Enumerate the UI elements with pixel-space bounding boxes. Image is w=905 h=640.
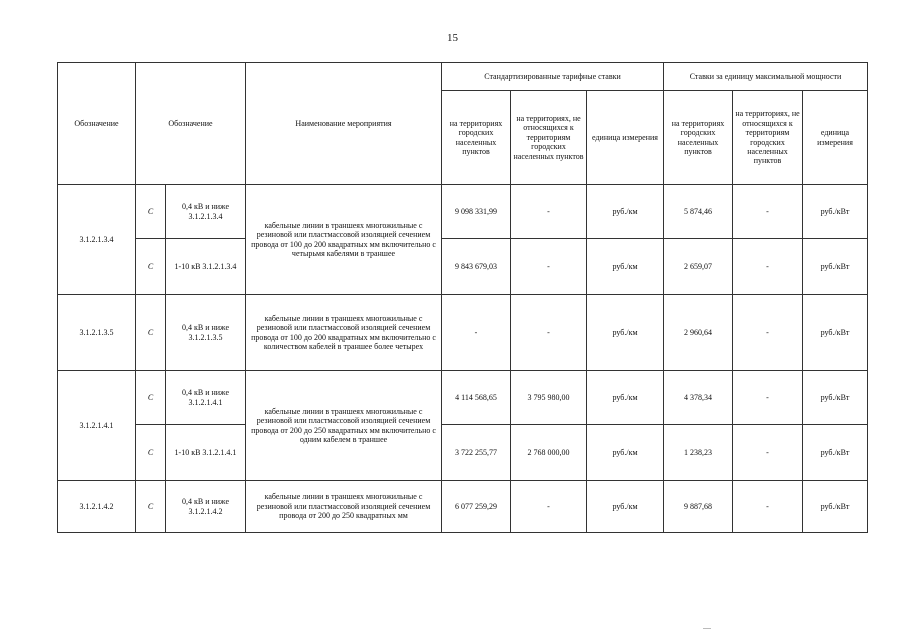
table-row bbox=[58, 185, 868, 239]
row-letter: С bbox=[136, 425, 166, 481]
row-event-name: кабельные линии в траншеях многожильные с резиновой или пластмассовой изоляцией сечением провода от 100 до 200 квадратных мм включительно с количеством кабелей в траншее более четырех bbox=[246, 295, 442, 371]
cell-std-unit: руб./км bbox=[587, 239, 664, 295]
cell-std-non-urban: - bbox=[511, 481, 587, 533]
cell-std-urban: 6 077 259,29 bbox=[442, 481, 511, 533]
cell-pow-urban: 9 887,68 bbox=[664, 481, 733, 533]
table-row bbox=[58, 371, 868, 425]
cell-std-unit: руб./км bbox=[587, 295, 664, 371]
cell-std-urban: 9 843 679,03 bbox=[442, 239, 511, 295]
header-std-non-urban: на территориях, не относящихся к территориям городских населенных пунктов bbox=[511, 91, 587, 185]
cell-std-non-urban: 3 795 980,00 bbox=[511, 371, 587, 425]
header-designation-2: Обозначение bbox=[136, 63, 246, 185]
cell-std-non-urban: - bbox=[511, 239, 587, 295]
cell-pow-urban: 1 238,23 bbox=[664, 425, 733, 481]
cell-std-unit: руб./км bbox=[587, 371, 664, 425]
table-row bbox=[58, 295, 868, 371]
row-code: 3.1.2.1.4.1 bbox=[58, 371, 136, 481]
header-pow-unit: единица измерения bbox=[803, 91, 868, 185]
row-voltage: 0,4 кВ и ниже 3.1.2.1.3.4 bbox=[166, 185, 246, 239]
cell-pow-unit: руб./кВт bbox=[803, 481, 868, 533]
cell-pow-non-urban: - bbox=[733, 371, 803, 425]
row-letter: С bbox=[136, 481, 166, 533]
row-voltage: 1-10 кВ 3.1.2.1.3.4 bbox=[166, 239, 246, 295]
row-event-name: кабельные линии в траншеях многожильные с резиновой или пластмассовой изоляцией сечением провода от 100 до 200 квадратных мм включительно с четырьмя кабелями в траншее bbox=[246, 185, 442, 295]
cell-pow-urban: 2 659,07 bbox=[664, 239, 733, 295]
tariff-table bbox=[57, 62, 868, 533]
cell-std-unit: руб./км bbox=[587, 481, 664, 533]
row-code: 3.1.2.1.3.4 bbox=[58, 185, 136, 295]
scan-mark bbox=[703, 628, 711, 629]
cell-std-unit: руб./км bbox=[587, 185, 664, 239]
cell-pow-unit: руб./кВт bbox=[803, 425, 868, 481]
cell-pow-urban: 4 378,34 bbox=[664, 371, 733, 425]
header-pow-urban: на территориях городских населенных пунктов bbox=[664, 91, 733, 185]
cell-std-urban: 3 722 255,77 bbox=[442, 425, 511, 481]
cell-pow-non-urban: - bbox=[733, 185, 803, 239]
cell-std-urban: 9 098 331,99 bbox=[442, 185, 511, 239]
table-row bbox=[58, 425, 868, 481]
cell-pow-non-urban: - bbox=[733, 425, 803, 481]
header-pow-non-urban: на территориях, не относящихся к территориям городских населенных пунктов bbox=[733, 91, 803, 185]
cell-pow-non-urban: - bbox=[733, 239, 803, 295]
row-letter: С bbox=[136, 371, 166, 425]
row-voltage: 0,4 кВ и ниже 3.1.2.1.4.1 bbox=[166, 371, 246, 425]
row-voltage: 0,4 кВ и ниже 3.1.2.1.4.2 bbox=[166, 481, 246, 533]
cell-std-urban: - bbox=[442, 295, 511, 371]
row-code: 3.1.2.1.4.2 bbox=[58, 481, 136, 533]
cell-std-unit: руб./км bbox=[587, 425, 664, 481]
header-std-unit: единица измерения bbox=[587, 91, 664, 185]
cell-std-non-urban: - bbox=[511, 295, 587, 371]
cell-std-urban: 4 114 568,65 bbox=[442, 371, 511, 425]
header-standard-rates: Стандартизированные тарифные ставки bbox=[442, 63, 664, 91]
row-event-name: кабельные линии в траншеях многожильные с резиновой или пластмассовой изоляцией сечением провода от 200 до 250 квадратных мм включительно с одним кабелем в траншее bbox=[246, 371, 442, 481]
cell-std-non-urban: - bbox=[511, 185, 587, 239]
cell-pow-unit: руб./кВт bbox=[803, 295, 868, 371]
row-event-name: кабельные линии в траншеях многожильные с резиновой или пластмассовой изоляцией сечением провода от 200 до 250 квадратных мм bbox=[246, 481, 442, 533]
page-number: 15 bbox=[447, 32, 458, 44]
cell-pow-unit: руб./кВт bbox=[803, 185, 868, 239]
cell-pow-unit: руб./кВт bbox=[803, 371, 868, 425]
table-row bbox=[58, 481, 868, 533]
header-std-urban: на территориях городских населенных пунктов bbox=[442, 91, 511, 185]
cell-pow-unit: руб./кВт bbox=[803, 239, 868, 295]
cell-pow-urban: 5 874,46 bbox=[664, 185, 733, 239]
header-designation-1: Обозначение bbox=[58, 63, 136, 185]
row-letter: С bbox=[136, 185, 166, 239]
row-voltage: 0,4 кВ и ниже 3.1.2.1.3.5 bbox=[166, 295, 246, 371]
cell-pow-non-urban: - bbox=[733, 295, 803, 371]
header-event-name: Наименование мероприятия bbox=[246, 63, 442, 185]
cell-pow-non-urban: - bbox=[733, 481, 803, 533]
row-letter: С bbox=[136, 295, 166, 371]
row-code: 3.1.2.1.3.5 bbox=[58, 295, 136, 371]
table-row bbox=[58, 239, 868, 295]
header-row-1 bbox=[58, 63, 868, 91]
row-letter: С bbox=[136, 239, 166, 295]
cell-pow-urban: 2 960,64 bbox=[664, 295, 733, 371]
row-voltage: 1-10 кВ 3.1.2.1.4.1 bbox=[166, 425, 246, 481]
header-max-power-rates: Ставки за единицу максимальной мощности bbox=[664, 63, 868, 91]
cell-std-non-urban: 2 768 000,00 bbox=[511, 425, 587, 481]
